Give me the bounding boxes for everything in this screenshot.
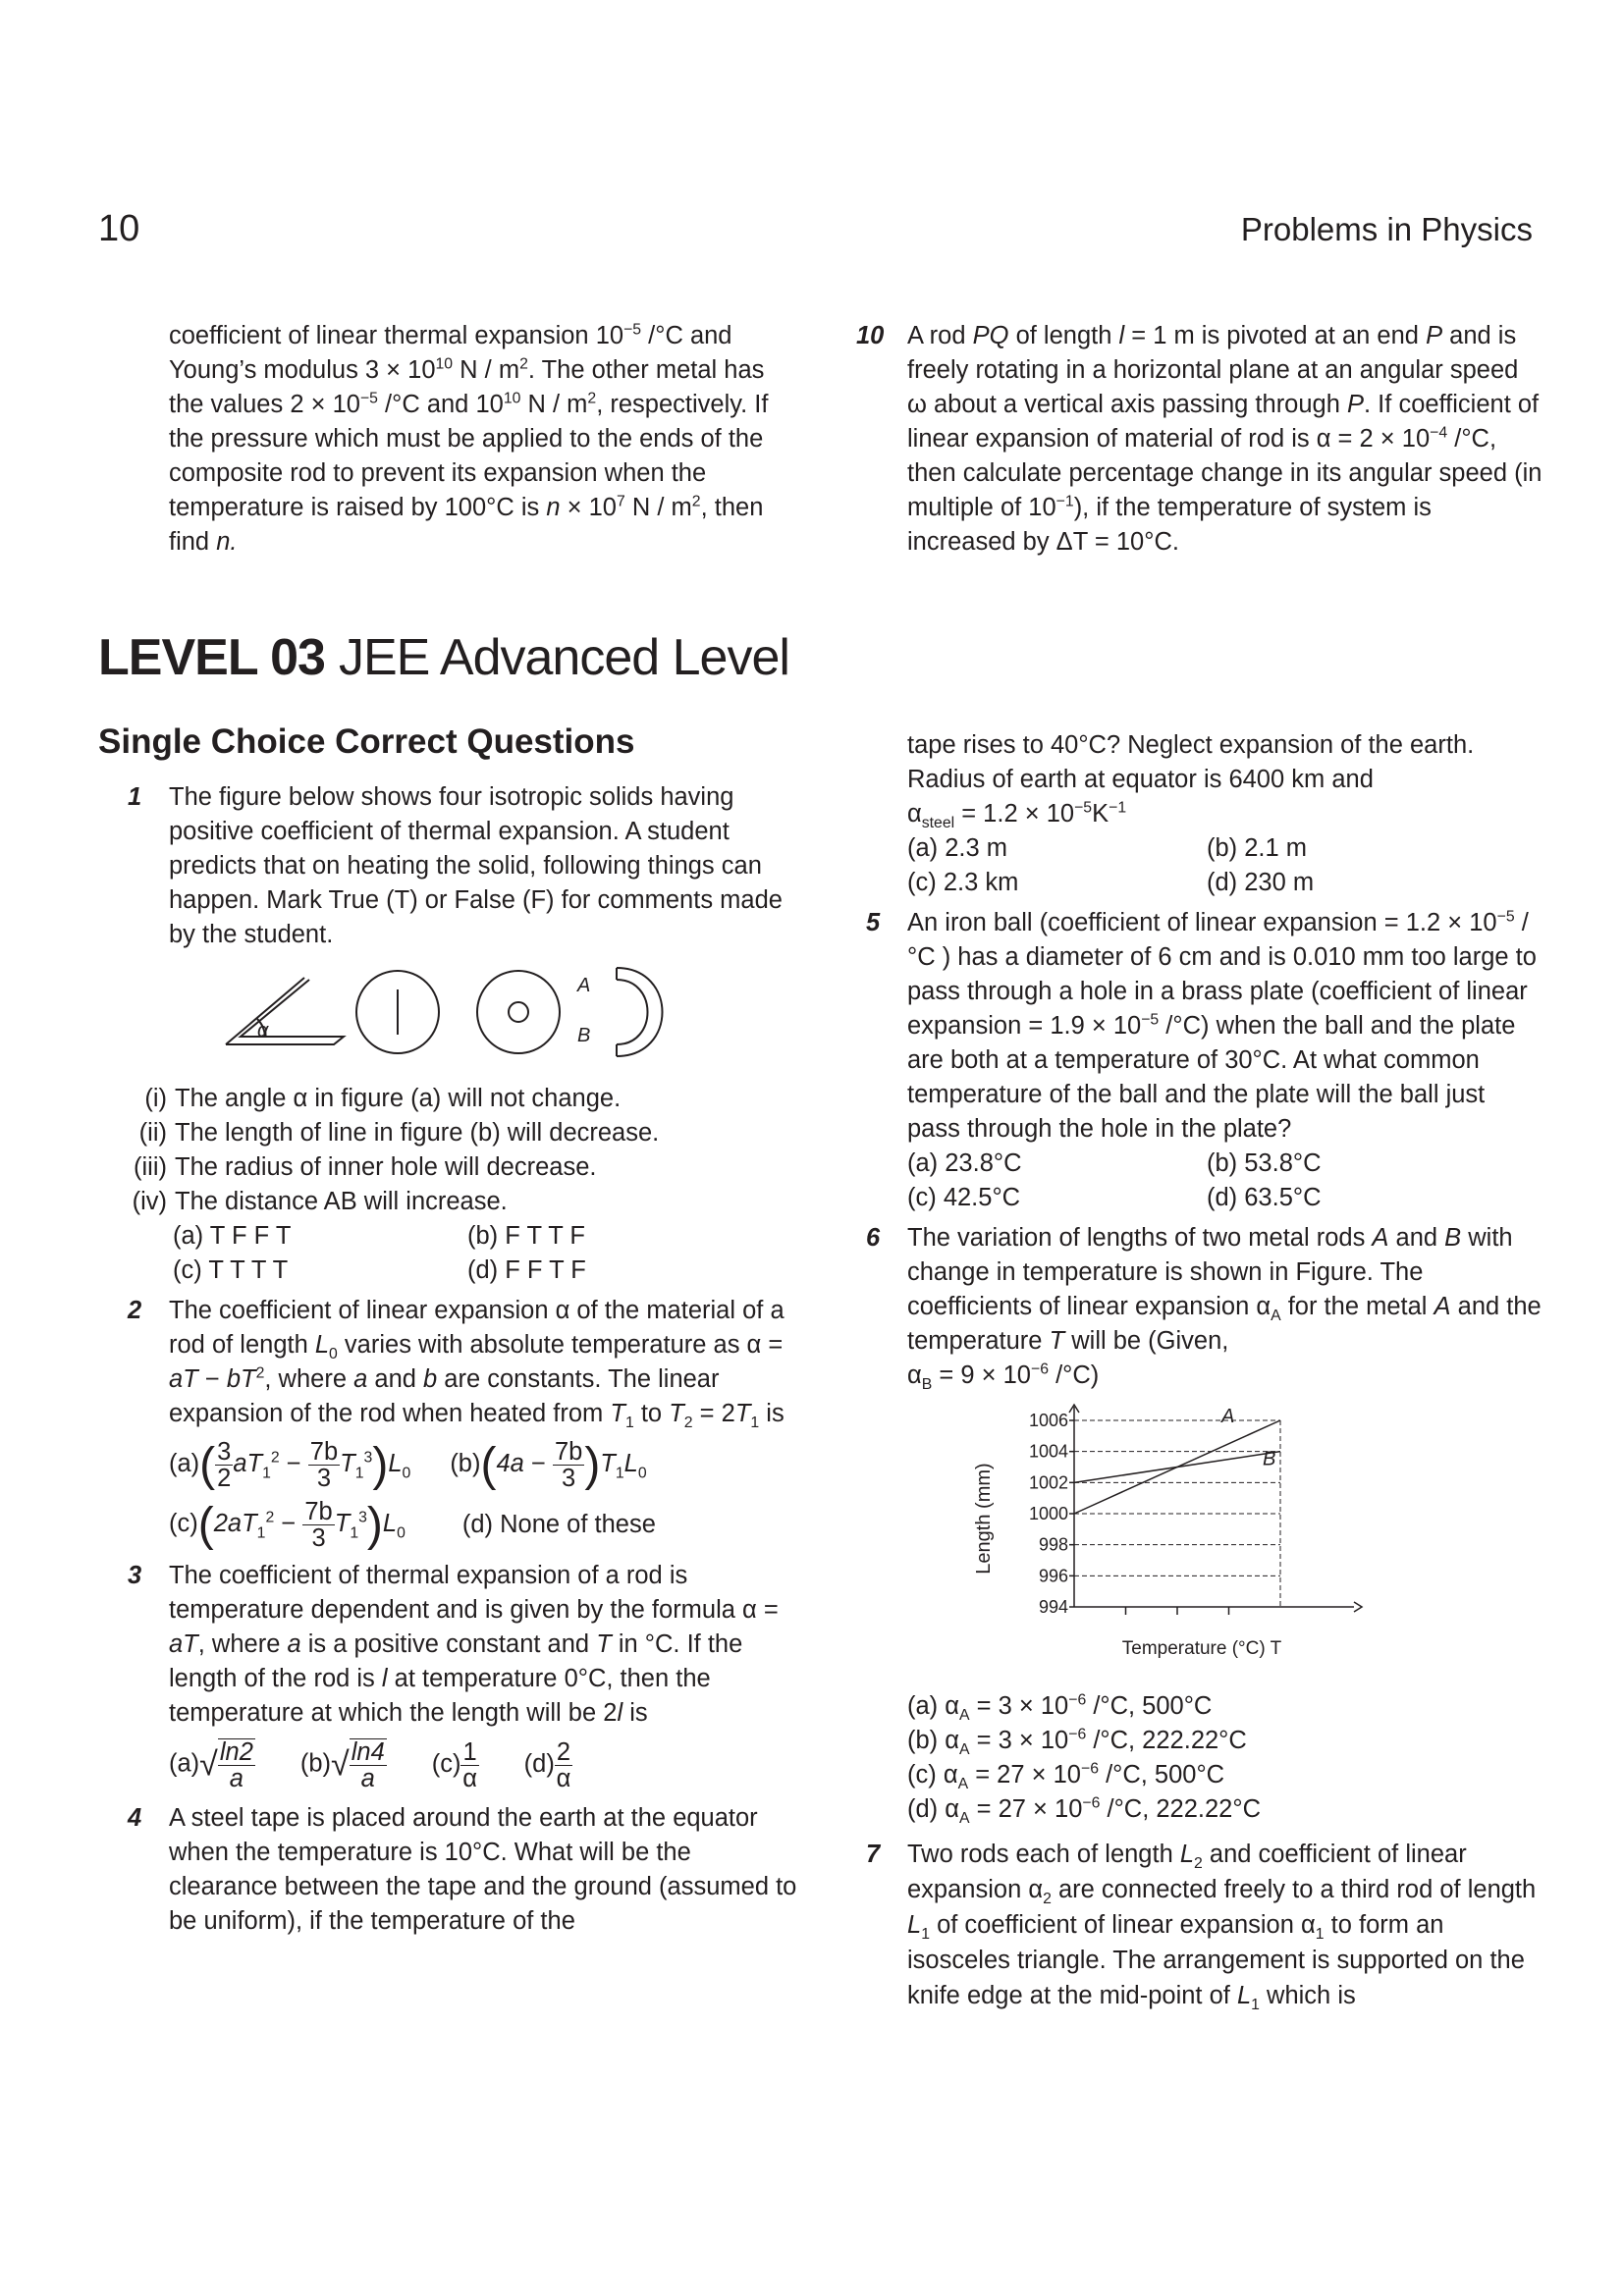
q6-options xyxy=(907,1689,1543,1827)
question-4-continued: tape rises to 40°C? Neglect expansion of the earth. Radius of earth at equator is 6400 km and $\alpha_{steel} = 1.2 \times 10^{-5}K^{-1}$ (a) 2.3 m (b) 2.1 m (c) 2.3 km (d) 230 m xyxy=(856,728,1543,900)
chart-xlabel: Temperature (°C) T xyxy=(1121,1638,1282,1659)
q3-options xyxy=(169,1738,805,1791)
option-b[interactable]: (b) 53.8°C xyxy=(1207,1149,1322,1177)
question-10: 10 A rod PQ of length l = 1 m is pivoted at an end P and is freely rotating in a horizontal plane at an angular speed ω about a vertical axis passing through P. If coefficient of linear expansion of material of rod is $\alpha = 2 \times 10^{-4}$ /°C, then calculate percentage change in its angular speed (in multiple of $10^{-1}$), if the temperature of system is increased by ΔT = 10°C. xyxy=(856,319,1543,560)
q2-options-row-2 xyxy=(169,1499,805,1551)
question-1: 1 The figure below shows four isotropic solids having positive coefficient of thermal expansion. A student predicts that on heating the solid, following things can happen. Mark True (T) or False (F) for comments made by the student. xyxy=(98,780,805,952)
series-line-b xyxy=(1074,1452,1280,1483)
q1-statements xyxy=(128,1082,805,1219)
x-axis-arrow-icon xyxy=(1354,1602,1362,1612)
option-a[interactable]: (a) 23.8°C xyxy=(907,1149,1022,1177)
question-number: 2 xyxy=(128,1297,142,1324)
option-c[interactable]: (c) $\alpha_A = 27 \times 10^{-6}$ /°C, 500°C xyxy=(907,1760,1225,1793)
option-c[interactable]: $(c)(2aT_1^2$ − $\frac{7b}{3}$ $T_1^3)L_0$ xyxy=(169,1498,406,1552)
option-c[interactable]: (c) 2.3 km xyxy=(907,869,1019,896)
option-b[interactable]: (b)(4a − $\frac{7b}{3}$ )$T_1L_0$ xyxy=(450,1438,647,1492)
option-b[interactable]: (b)√ $\frac{\ln 4}{a}$ xyxy=(299,1738,385,1792)
question-4: 4 A steel tape is placed around the earth at the equator when the temperature is 10°C. What will be the clearance between the tape and the ground (assumed to be uniform), if the temperature of the xyxy=(98,1801,805,1939)
book-title: Problems in Physics xyxy=(1240,211,1533,247)
question-5: 5 An iron ball (coefficient of linear expansion = $1.2 \times 10^{-5}$ /°C ) has a diameter of 6 cm and is 0.010 mm too large to pass through a hole in a brass plate (coefficient of linear expansion = $1.9 \times 10^{-5}$ /°C) when the ball and the plate are both at a temperature of 30°C. At what common temperature of the ball and the plate will the ball just pass through the hole in the plate? (a) 23.8°C (b) 53.8°C (c) 42.5°C (d) 63.5°C xyxy=(856,906,1543,1215)
q5-options xyxy=(907,1147,1543,1215)
statement: (iv) The distance AB will increase. xyxy=(132,1188,508,1215)
previous-question-continuation: coefficient of linear thermal expansion $10^{-5}$ /°C and Young’s modulus $3 \times 10^{10}$ N / $m^2$. The other metal has the values $2 \times 10^{-5}$ /°C and $10^{10}$ N / $m^2$, respectively. If the pressure which must be applied to the ends of the composite rod to prevent its expansion when the temperature is raised by 100°C is $n \times 10^7$ N / $m^2$, then find n. xyxy=(169,321,769,556)
option-b[interactable]: (b) 2.1 m xyxy=(1207,834,1308,862)
option-d[interactable]: (d) $\frac{2}{\alpha}$ xyxy=(523,1737,571,1792)
option-a[interactable]: (a)√ $\frac{\ln 2}{a}$ xyxy=(169,1738,253,1792)
question-number: 7 xyxy=(866,1841,881,1868)
split-ring-inner xyxy=(617,980,648,1044)
option-a[interactable]: (a) $\alpha_A = 3 \times 10^{-6}$ /°C, 500°C xyxy=(907,1691,1213,1725)
chart-ylabel: Length (mm) xyxy=(973,1463,995,1575)
question-number: 4 xyxy=(128,1804,142,1832)
y-tick-label: 1000 xyxy=(1028,1504,1068,1523)
question-number: 6 xyxy=(866,1224,881,1252)
option-b[interactable]: (b) F T T F xyxy=(467,1222,585,1250)
option-a[interactable]: (a) 2.3 m xyxy=(907,834,1008,862)
level-heading: LEVEL 03 JEE Advanced Level xyxy=(98,629,789,686)
series-label-a: A xyxy=(1221,1406,1235,1427)
option-b[interactable]: (b) $\alpha_A = 3 \times 10^{-6}$ /°C, 222.22°C xyxy=(907,1726,1247,1759)
statement: (iii) The radius of inner hole will decrease. xyxy=(134,1153,597,1181)
fig-b-label: B xyxy=(577,1025,591,1046)
option-c[interactable]: (c) T T T T xyxy=(173,1256,289,1284)
q4-options xyxy=(907,831,1543,900)
question-6: 6 The variation of lengths of two metal rods A and B with change in temperature is shown in Figure. The coefficients of linear expansion $\alpha_A$ for the metal A and the temperature T will be (Given, $\alpha_B = 9 \times 10^{-6}$ /°C) Length (mm) 1006 1004 1002 1000 998 996 994 A B Temperature (°C) T (a) $\alpha_A = 3 \times 10^{-6}$ /°C, 500°C (b) $\alpha_A = 3 \times 10^{-6}$ /°C, 222.22°C (c) $\alpha_A = 27 \times 10^{-6}$ /°C, 500°C (d) $\alpha_A = 27 \times 10^{-6}$ /°C, 222.22°C xyxy=(856,1221,1543,1827)
q1-figure xyxy=(98,958,805,1076)
y-tick-label: 1004 xyxy=(1028,1441,1068,1462)
option-d[interactable]: (d) 63.5°C xyxy=(1207,1184,1322,1211)
length-temperature-chart xyxy=(973,1401,1388,1666)
option-d[interactable]: (d) F F T F xyxy=(467,1256,586,1284)
fig-alpha-label: α xyxy=(257,1020,269,1041)
option-c[interactable]: (c) $\frac{1}{\alpha}$ xyxy=(431,1737,477,1792)
series-label-b: B xyxy=(1263,1448,1276,1470)
angle-lower-arm xyxy=(226,980,344,1044)
question-3: 3 The coefficient of thermal expansion of a rod is temperature dependent and is given by the formula α = aT, where a is a positive constant and T in °C. If the length of the rod is l at temperature 0°C, then the temperature at which the length will be 2l is (a)√ $\frac{\ln 2}{a}$ (b)√ $\frac{\ln 4}{a}$ (c) $\frac{1}{\alpha}$ (d) $\frac{2}{\alpha}$ xyxy=(98,1559,805,1791)
option-d[interactable]: (d) None of these xyxy=(461,1511,656,1538)
disc-c xyxy=(477,971,560,1053)
q2-options-row-1 xyxy=(169,1439,805,1491)
question-number: 10 xyxy=(856,322,885,349)
option-d[interactable]: (d) 230 m xyxy=(1207,869,1315,896)
y-tick-label: 1002 xyxy=(1028,1472,1068,1493)
section-heading: Single Choice Correct Questions xyxy=(98,722,635,761)
q1-options xyxy=(173,1219,805,1288)
statement: (i) The angle α in figure (a) will not change. xyxy=(144,1085,622,1112)
option-a[interactable]: (a)( $\frac{3}{2}$ $aT_1^2$ − $\frac{7b}{3}$ $T_1^3)L_0$ xyxy=(169,1438,411,1492)
inner-hole xyxy=(509,1002,528,1022)
question-number: 3 xyxy=(128,1562,142,1589)
left-column xyxy=(98,780,805,1939)
question-2: 2 The coefficient of linear expansion α of the material of a rod of length $L_0$ varies with absolute temperature as α = aT − $bT^2$, where a and b are constants. The linear expansion of the rod when heated from $T_1$ to $T_2 = 2T_1$ is (a)( $\frac{3}{2}$ $aT_1^2$ − $\frac{7b}{3}$ $T_1^3)L_0$ (b)(4a − $\frac{7b}{3}$ )$T_1L_0$ $(c)(2aT_1^2$ − $\frac{7b}{3}$ $T_1^3)L_0$ (d) None of these xyxy=(98,1294,805,1551)
page-number: 10 xyxy=(98,208,140,249)
option-c[interactable]: (c) 42.5°C xyxy=(907,1184,1021,1211)
fig-a-label: A xyxy=(577,975,591,996)
y-tick-label: 998 xyxy=(1038,1534,1068,1555)
statement: (ii) The length of line in figure (b) will decrease. xyxy=(138,1119,660,1147)
question-number: 5 xyxy=(866,909,881,936)
y-tick-label: 994 xyxy=(1038,1597,1068,1617)
question-7: 7 Two rods each of length $L_2$ and coefficient of linear expansion $\alpha_2$ are connected freely to a third rod of length $L_1$ of coefficient of linear expansion $\alpha_1$ to form an isosceles triangle. The arrangement is supported on the knife edge at the mid-point of $L_1$ which is xyxy=(856,1837,1543,2013)
option-a[interactable]: (a) T F F T xyxy=(173,1222,292,1250)
right-column xyxy=(856,728,1543,2013)
question-number: 1 xyxy=(128,783,142,811)
y-tick-label: 1006 xyxy=(1028,1411,1068,1430)
option-d[interactable]: (d) $\alpha_A = 27 \times 10^{-6}$ /°C, 222.22°C xyxy=(907,1794,1261,1828)
y-tick-label: 996 xyxy=(1038,1566,1068,1586)
